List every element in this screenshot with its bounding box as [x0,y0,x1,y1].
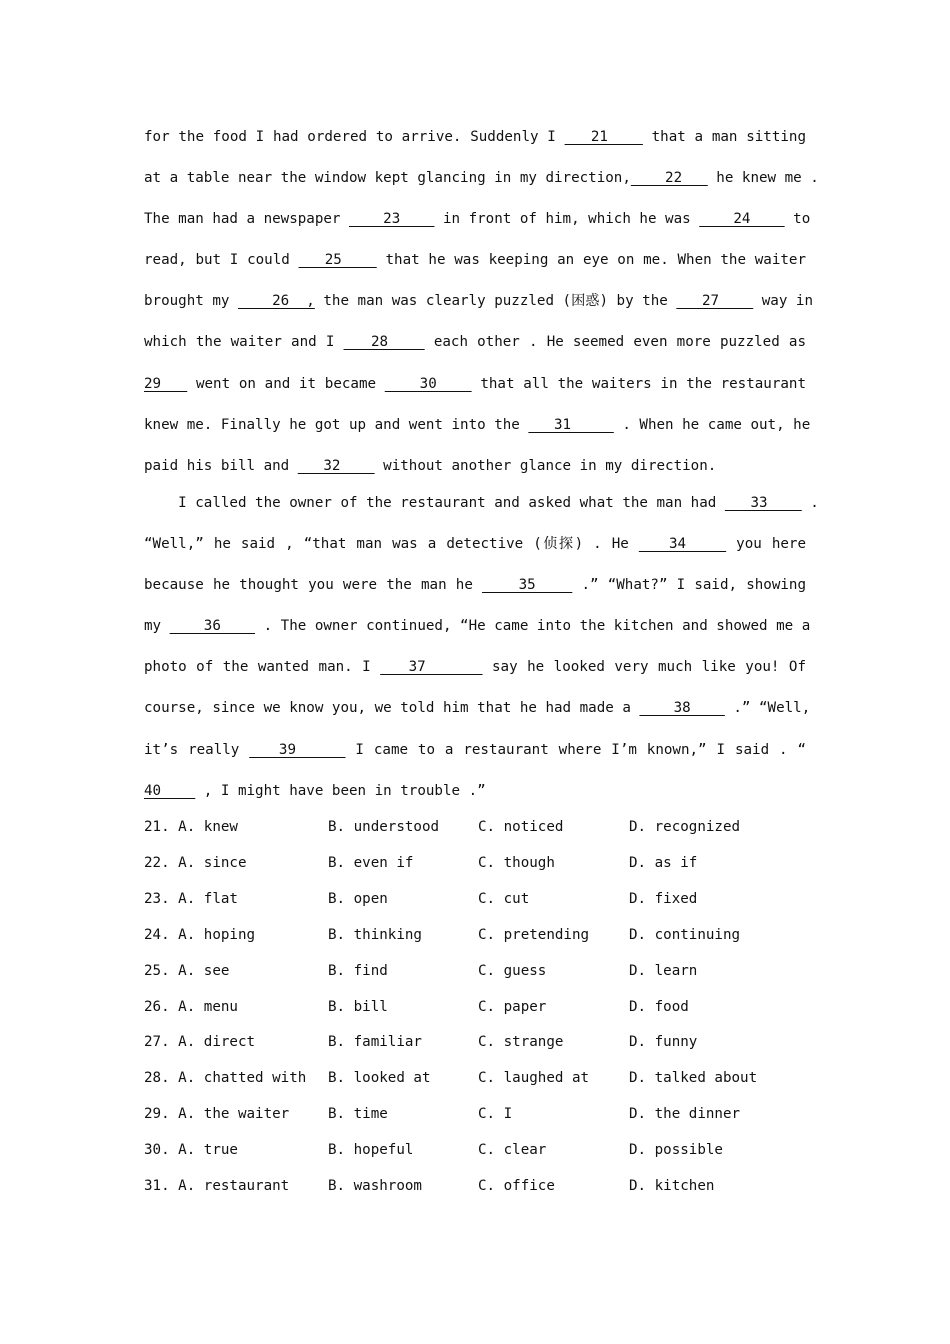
passage-text: . The owner continued, “He came into the kitchen and showed me a [255,618,811,634]
question-option-a: 23. A. flat [144,890,238,907]
option-d: D. continuing [629,926,741,943]
answer-blank: 27 [676,293,754,309]
passage-text: .” “What?” I said, showing [572,577,807,593]
passage-line [144,698,811,718]
passage-line [144,456,806,476]
option-d: D. the dinner [629,1106,741,1123]
passage-text: I came to a restaurant where I’m known,” I said . “ [345,742,806,758]
option-row [144,997,806,1017]
passage-text: the man was clearly puzzled (困惑) by the [314,293,677,309]
passage-line [144,657,806,677]
option-d: D. learn [629,962,698,979]
passage-text: knew me. Finally he got up and went into the [144,417,529,433]
option-b: B. washroom [328,1178,422,1194]
answer-blank: 23 [349,211,435,227]
question-option-a: 31. A. restaurant [144,1178,290,1194]
option-row [144,1068,806,1088]
answer-blank: 36 [169,618,256,634]
passage-text: , I might have been in trouble .” [195,783,486,799]
option-d: D. funny [629,1034,698,1051]
question-option-a: 30. A. true [144,1142,238,1159]
passage-text: at a table near the window kept glancing in my direction, [144,170,631,186]
passage-text: The man had a newspaper [144,211,349,227]
option-d: D. as if [629,854,698,871]
question-option-a: 27. A. direct [144,1034,256,1051]
option-row [144,1104,806,1124]
question-option-a: 29. A. the waiter [144,1106,290,1123]
option-d: D. recognized [629,819,741,835]
question-option-a: 26. A. menu [144,998,238,1015]
option-b: B. even if [328,854,414,871]
option-c: C. clear [478,1142,547,1159]
option-b: B. bill [328,998,388,1015]
passage-line [144,781,806,801]
passage-text: that he was keeping an eye on me. When the waiter [376,252,807,268]
passage-text: you here [726,536,807,552]
answer-blank: 32 [297,458,375,474]
passage-text: went on and it became [187,376,385,392]
passage-line [144,740,806,760]
passage-text: .” “Well, [724,700,811,716]
passage-text: my [144,618,170,634]
option-c: C. I [478,1106,513,1123]
option-c: C. laughed at [478,1070,590,1087]
passage-line [144,127,806,147]
passage-text: for the food I had ordered to arrive. Suddenly I [144,129,565,145]
passage-text: it’s really [144,742,250,758]
passage-text: photo of the wanted man. I [144,659,381,675]
option-c: C. paper [478,998,547,1015]
option-d: D. fixed [629,890,698,907]
option-c: C. pretending [478,926,590,943]
answer-blank: 40 [144,783,196,799]
option-b: B. familiar [328,1034,422,1051]
passage-text: he knew me . [707,170,819,186]
passage-text: say he looked very much like you! Of [482,659,806,675]
option-c: C. office [478,1178,555,1194]
question-option-a: 22. A. since [144,854,247,871]
option-row [144,925,806,945]
option-row [144,889,806,909]
passage-line [144,415,811,435]
passage-line [144,616,811,636]
passage-text: course, since we know you, we told him that he had made a [144,700,640,716]
passage-text: in front of him, which he was [434,211,700,227]
question-option-a: 21. A. knew [144,819,238,835]
option-c: C. strange [478,1034,564,1051]
passage-text: to [784,211,811,227]
option-row [144,817,806,837]
option-row [144,1140,806,1160]
option-b: B. open [328,890,388,907]
option-row [144,1176,806,1196]
option-b: B. looked at [328,1070,431,1087]
passage-text: without another glance in my direction. [374,458,717,474]
option-d: D. kitchen [629,1178,715,1194]
answer-blank: 34 [638,536,727,552]
option-d: D. possible [629,1142,723,1159]
answer-blank: 29 [144,376,188,392]
option-row [144,1032,806,1052]
option-c: C. cut [478,890,530,907]
answer-blank: 31 [528,417,614,433]
answer-blank: 21 [564,129,643,145]
option-b: B. time [328,1106,388,1123]
option-b: B. find [328,962,388,979]
option-b: B. hopeful [328,1142,414,1159]
answer-blank: 22 [630,170,708,186]
passage-text: paid his bill and [144,458,298,474]
answer-blank: 33 [724,495,802,511]
option-b: B. understood [328,819,440,835]
answer-blank: 35 [482,577,573,593]
option-c: C. though [478,854,555,871]
passage-line [144,534,806,554]
passage-line [144,493,819,513]
answer-blank: 39 [249,742,346,758]
passage-line [144,250,806,270]
passage-text: each other . He seemed even more puzzled as [424,334,806,350]
answer-blank: 28 [343,334,425,350]
option-b: B. thinking [328,926,422,943]
question-option-a: 28. A. chatted with [144,1070,307,1087]
answer-blank: 37 [380,659,483,675]
question-option-a: 25. A. see [144,962,230,979]
answer-blank: 30 [384,376,472,392]
question-option-a: 24. A. hoping [144,926,256,943]
passage-text: that a man sitting [642,129,806,145]
answer-blank: 26 , [237,293,315,309]
passage-text: “Well,” he said , “that man was a detective (侦探) . He [144,536,639,552]
answer-blank: 38 [639,700,725,716]
passage-line [144,209,811,229]
passage-line [144,291,814,311]
passage-text: I called the owner of the restaurant and asked what the man had [144,495,725,511]
passage-line [144,374,806,394]
option-row [144,961,806,981]
passage-text: brought my [144,293,238,309]
passage-text: . When he came out, he [613,417,811,433]
option-row [144,853,806,873]
passage-text: way in [753,293,814,309]
passage-text: read, but I could [144,252,299,268]
passage-text: that all the waiters in the restaurant [471,376,806,392]
passage-text: . [801,495,819,511]
passage-text: because he thought you were the man he [144,577,483,593]
option-c: C. guess [478,962,547,979]
answer-blank: 25 [298,252,377,268]
option-d: D. food [629,998,689,1015]
passage-text: which the waiter and I [144,334,344,350]
passage-line [144,575,806,595]
answer-blank: 24 [699,211,785,227]
passage-line [144,332,806,352]
option-d: D. talked about [629,1070,758,1087]
option-c: C. noticed [478,819,564,835]
passage-line [144,168,819,188]
